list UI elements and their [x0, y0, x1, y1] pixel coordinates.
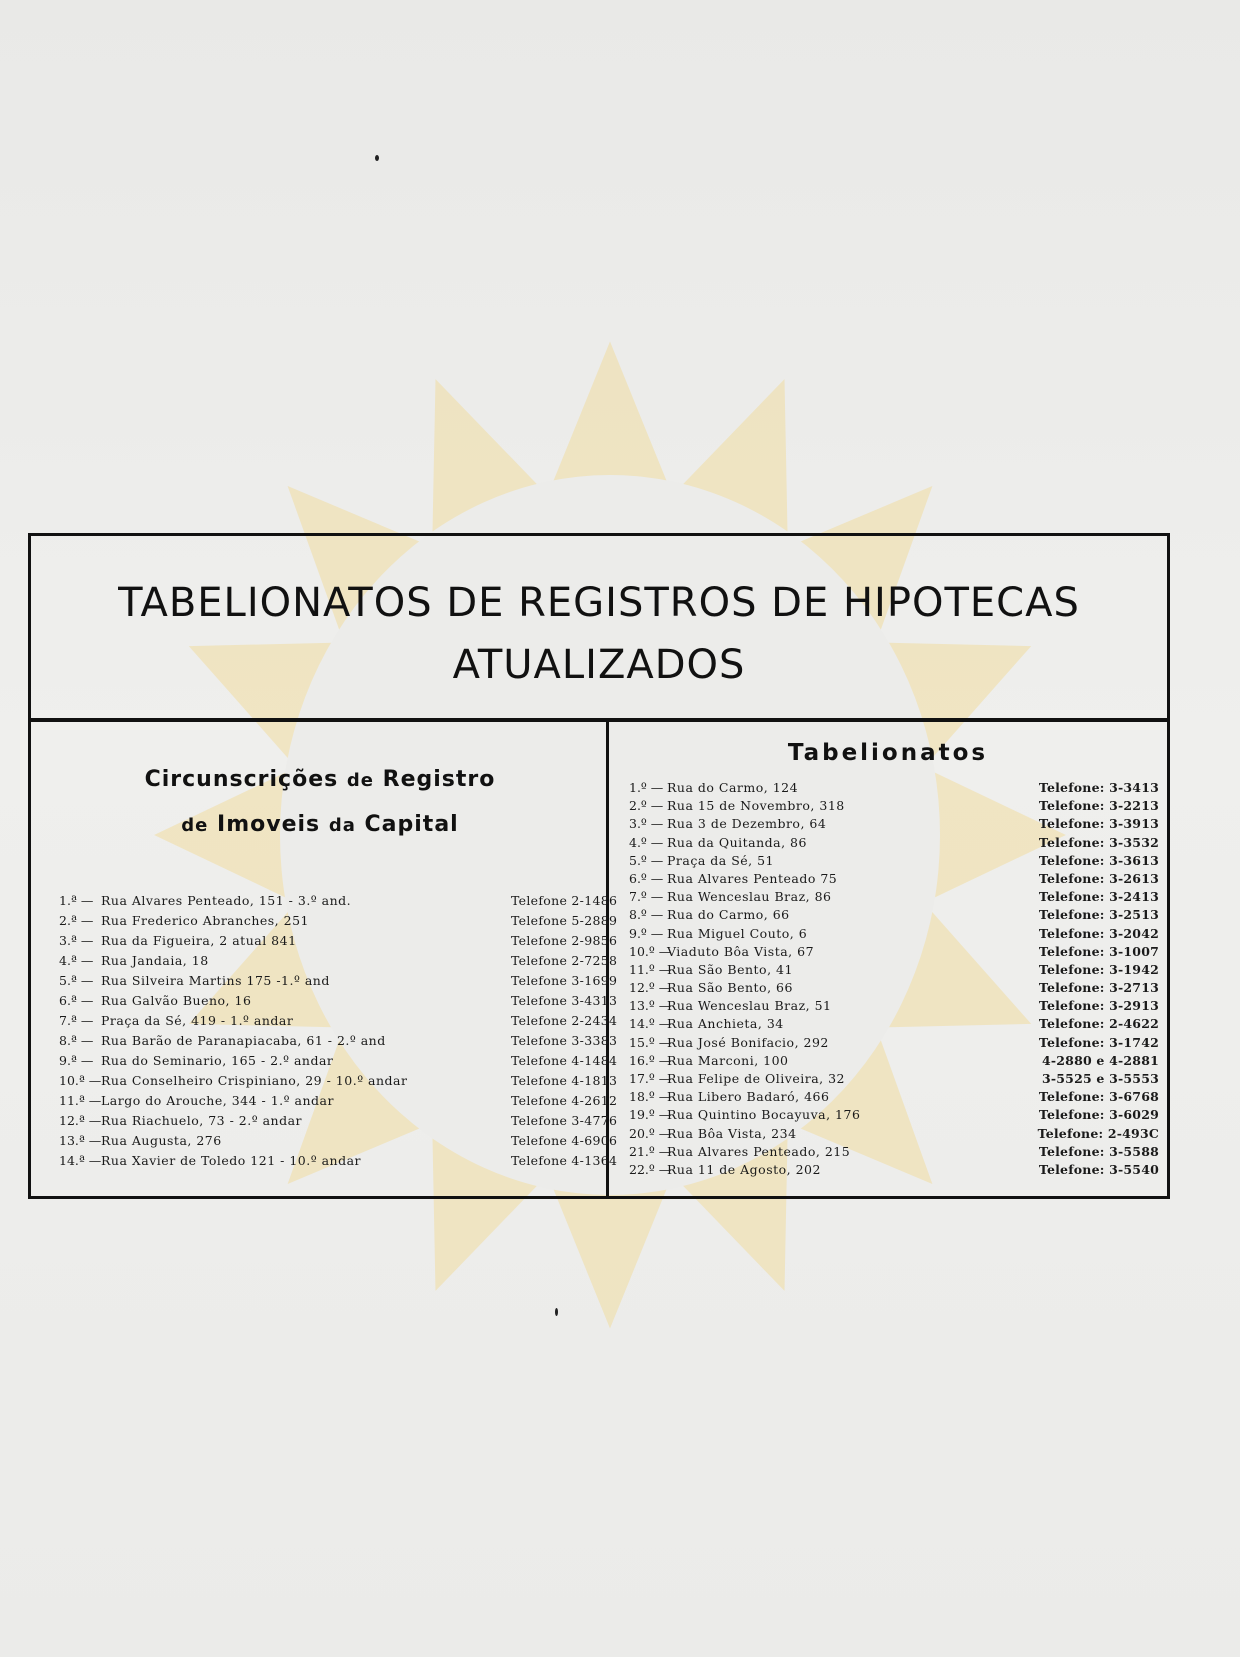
- heading-word: de: [346, 770, 374, 791]
- circunscricoes-list: [59, 891, 618, 1171]
- entry-phone: 4-2880 e 4-2881: [1041, 1052, 1159, 1068]
- entry-address: Rua Quintino Bocayuva, 176: [667, 1107, 861, 1123]
- entry-phone: Telefone: 3-2913: [1038, 998, 1159, 1014]
- entry-address: Rua 3 de Dezembro, 64: [667, 816, 827, 832]
- entry-phone: Telefone: 3-2513: [1038, 907, 1159, 923]
- list-item: [629, 1088, 1159, 1106]
- entry-number: 19.º —: [629, 1107, 672, 1123]
- entry-phone: Telefone: 3-2613: [1038, 870, 1159, 886]
- entry-address: Rua Felipe de Oliveira, 32: [667, 1071, 845, 1086]
- list-item: [59, 1031, 618, 1051]
- entry-phone: Telefone: 3-1942: [1038, 961, 1159, 977]
- entry-number: 5.ª —: [59, 973, 94, 988]
- list-item: [629, 979, 1159, 997]
- entry-number: 6.ª —: [59, 993, 94, 1008]
- list-item: [59, 1091, 618, 1111]
- entry-address: Rua Libero Badaró, 466: [667, 1089, 830, 1105]
- list-item: [629, 1052, 1159, 1070]
- entry-phone: Telefone: 3-2413: [1038, 889, 1159, 905]
- list-item: [629, 1015, 1159, 1033]
- entry-phone: Telefone 3-4776: [511, 1113, 618, 1128]
- entry-number: 10.º —: [629, 943, 672, 959]
- entry-number: 10.ª —: [59, 1073, 102, 1088]
- entry-number: 14.º —: [629, 1016, 672, 1032]
- entry-address: Rua Alvares Penteado, 215: [667, 1143, 851, 1159]
- list-item: [59, 911, 618, 931]
- entry-address: Rua Wenceslau Braz, 51: [667, 998, 832, 1014]
- entry-phone: Telefone 3-1699: [511, 973, 618, 988]
- entry-number: 7.ª —: [59, 1013, 94, 1028]
- list-item: [629, 888, 1159, 906]
- entry-number: 21.º —: [629, 1143, 672, 1159]
- entry-address: Rua Frederico Abranches, 251: [101, 913, 309, 928]
- list-item: [629, 834, 1159, 852]
- heading-word: Capital: [364, 812, 459, 837]
- entry-address: Rua Jandaia, 18: [101, 953, 209, 968]
- entry-phone: Telefone 4-6906: [511, 1133, 618, 1148]
- entry-address: Rua José Bonifacio, 292: [667, 1034, 829, 1050]
- entry-phone: Telefone 5-2889: [511, 913, 618, 928]
- entry-number: 11.ª —: [59, 1093, 102, 1108]
- entry-address: Rua 11 de Agosto, 202: [667, 1161, 821, 1177]
- list-item: [629, 1161, 1159, 1179]
- entry-phone: 3-5525 e 3-5553: [1041, 1071, 1159, 1086]
- entry-number: 1.ª —: [59, 893, 94, 908]
- entry-phone: Telefone 4-1813: [511, 1073, 618, 1088]
- entry-address: Rua 15 de Novembro, 318: [667, 798, 845, 814]
- entry-phone: Telefone: 3-5588: [1038, 1143, 1159, 1159]
- entry-number: 17.º —: [629, 1071, 672, 1086]
- list-item: [629, 943, 1159, 961]
- list-item: [59, 1011, 618, 1031]
- right-heading: Tabelionatos: [787, 740, 989, 766]
- entry-number: 22.º —: [629, 1161, 672, 1177]
- left-column-circunscricoes: [31, 722, 618, 1196]
- entry-number: 13.º —: [629, 998, 672, 1014]
- entry-address: Rua Wenceslau Braz, 86: [667, 889, 832, 905]
- entry-number: 3.ª —: [59, 933, 94, 948]
- entry-address: Praça da Sé, 419 - 1.º andar: [101, 1013, 294, 1028]
- entry-address: Rua Conselheiro Crispiniano, 29 - 10.º andar: [101, 1073, 408, 1088]
- entry-address: Rua Miguel Couto, 6: [667, 925, 808, 941]
- entry-phone: Telefone 2-9856: [511, 933, 618, 948]
- entry-address: Rua Xavier de Toledo 121 - 10.º andar: [101, 1153, 361, 1168]
- entry-number: 1.º —: [629, 780, 664, 795]
- entry-address: Rua do Seminario, 165 - 2.º andar: [101, 1053, 334, 1068]
- entry-number: 13.ª —: [59, 1133, 102, 1148]
- list-item: [629, 906, 1159, 924]
- entry-phone: Telefone: 2-493C: [1037, 1125, 1159, 1141]
- entry-number: 16.º —: [629, 1052, 672, 1068]
- entry-phone: Telefone 2-2434: [511, 1013, 618, 1028]
- entry-phone: Telefone 4-1484: [511, 1053, 618, 1068]
- list-item: [59, 1151, 618, 1171]
- list-item: [59, 1131, 618, 1151]
- entry-phone: Telefone: 3-6768: [1038, 1089, 1159, 1105]
- document-frame: [28, 533, 1170, 1199]
- entry-number: 2.º —: [629, 798, 664, 814]
- entry-number: 9.ª —: [59, 1053, 94, 1068]
- list-item: [59, 1071, 618, 1091]
- entry-address: Rua São Bento, 41: [667, 961, 793, 977]
- entry-number: 18.º —: [629, 1089, 672, 1105]
- entry-number: 8.º —: [629, 907, 664, 923]
- entry-number: 8.ª —: [59, 1033, 94, 1048]
- entry-phone: Telefone: 3-3913: [1038, 816, 1159, 832]
- entry-phone: Telefone: 3-1742: [1038, 1034, 1159, 1050]
- entry-number: 3.º —: [629, 816, 664, 832]
- list-item: [629, 1125, 1159, 1143]
- entry-address: Rua Alvares Penteado 75: [667, 870, 838, 886]
- list-item: [629, 1106, 1159, 1124]
- entry-number: 12.ª —: [59, 1113, 102, 1128]
- entry-number: 9.º —: [629, 925, 664, 941]
- entry-address: Rua da Figueira, 2 atual 841: [101, 933, 297, 948]
- entry-number: 6.º —: [629, 870, 664, 886]
- entry-phone: Telefone 4-2612: [511, 1093, 618, 1108]
- list-item: [59, 1111, 618, 1131]
- entry-phone: Telefone 3-3383: [511, 1033, 618, 1048]
- entry-address: Rua Silveira Martins 175 -1.º and: [101, 973, 330, 988]
- entry-address: Largo do Arouche, 344 - 1.º andar: [101, 1093, 334, 1108]
- list-item: [629, 815, 1159, 833]
- heading-word: Imoveis: [217, 812, 321, 837]
- entry-address: Rua São Bento, 66: [667, 980, 793, 996]
- entry-address: Rua Anchieta, 34: [667, 1016, 784, 1032]
- entry-phone: Telefone 4-1364: [511, 1153, 618, 1168]
- list-item: [629, 1070, 1159, 1088]
- entry-address: Rua Bôa Vista, 234: [667, 1125, 797, 1141]
- entry-number: 5.º —: [629, 852, 664, 868]
- entry-number: 20.º —: [629, 1125, 672, 1141]
- ink-speck: [555, 1308, 558, 1316]
- list-item: [629, 779, 1159, 797]
- list-item: [59, 891, 618, 911]
- entry-phone: Telefone: 3-2213: [1038, 798, 1159, 814]
- entry-address: Rua Barão de Paranapiacaba, 61 - 2.º and: [101, 1033, 386, 1048]
- entry-address: Rua Marconi, 100: [667, 1052, 789, 1068]
- list-item: [629, 852, 1159, 870]
- entry-number: 14.ª —: [59, 1153, 102, 1168]
- list-item: [59, 971, 618, 991]
- entry-phone: Telefone: 3-3532: [1038, 834, 1159, 850]
- list-item: [629, 961, 1159, 979]
- entry-number: 7.º —: [629, 889, 664, 905]
- entry-phone: Telefone: 3-2713: [1038, 980, 1159, 996]
- entry-phone: Telefone: 3-3613: [1038, 852, 1159, 868]
- entry-number: 12.º —: [629, 980, 672, 996]
- entry-address: Rua Augusta, 276: [101, 1133, 222, 1148]
- entry-address: Rua da Quitanda, 86: [667, 834, 807, 850]
- entry-address: Rua do Carmo, 124: [667, 780, 799, 795]
- entry-phone: Telefone: 3-2042: [1038, 925, 1159, 941]
- page-title-line1: TABELIONATOS DE REGISTROS DE HIPOTECAS: [118, 580, 1080, 626]
- left-heading: [31, 758, 609, 848]
- entry-number: 4.º —: [629, 834, 664, 850]
- entry-phone: Telefone: 2-4622: [1038, 1016, 1159, 1032]
- left-heading-line2: [31, 803, 609, 848]
- entry-phone: Telefone 2-7258: [511, 953, 618, 968]
- heading-word: da: [328, 815, 356, 836]
- list-item: [629, 1143, 1159, 1161]
- right-column-tabelionatos: [609, 722, 1167, 1196]
- entry-number: 2.ª —: [59, 913, 94, 928]
- entry-address: Rua do Carmo, 66: [667, 907, 790, 923]
- list-item: [629, 1034, 1159, 1052]
- entry-number: 11.º —: [629, 961, 672, 977]
- page-title-line2: ATUALIZADOS: [452, 642, 746, 688]
- list-item: [629, 925, 1159, 943]
- title-block: [31, 536, 1167, 722]
- ink-speck: [375, 155, 379, 161]
- heading-word: Registro: [382, 767, 496, 792]
- tabelionatos-list: [629, 779, 1159, 1179]
- entry-address: Rua Galvão Bueno, 16: [101, 993, 252, 1008]
- heading-word: Circunscrições: [144, 767, 339, 792]
- entry-phone: Telefone: 3-5540: [1038, 1161, 1159, 1177]
- entry-address: Viaduto Bôa Vista, 67: [667, 943, 815, 959]
- list-item: [59, 991, 618, 1011]
- entry-number: 4.ª —: [59, 953, 94, 968]
- heading-word: de: [181, 815, 209, 836]
- entry-phone: Telefone 3-4313: [511, 993, 618, 1008]
- entry-phone: Telefone: 3-3413: [1038, 780, 1159, 795]
- list-item: [59, 951, 618, 971]
- list-item: [629, 870, 1159, 888]
- list-item: [629, 797, 1159, 815]
- entry-address: Rua Alvares Penteado, 151 - 3.º and.: [101, 893, 352, 908]
- entry-number: 15.º —: [629, 1034, 672, 1050]
- entry-address: Praça da Sé, 51: [667, 852, 775, 868]
- left-heading-line1: [31, 758, 609, 803]
- list-item: [629, 997, 1159, 1015]
- entry-phone: Telefone: 3-1007: [1038, 943, 1159, 959]
- entry-address: Rua Riachuelo, 73 - 2.º andar: [101, 1113, 303, 1128]
- list-item: [59, 931, 618, 951]
- list-item: [59, 1051, 618, 1071]
- entry-phone: Telefone: 3-6029: [1038, 1107, 1159, 1123]
- entry-phone: Telefone 2-1486: [511, 893, 618, 908]
